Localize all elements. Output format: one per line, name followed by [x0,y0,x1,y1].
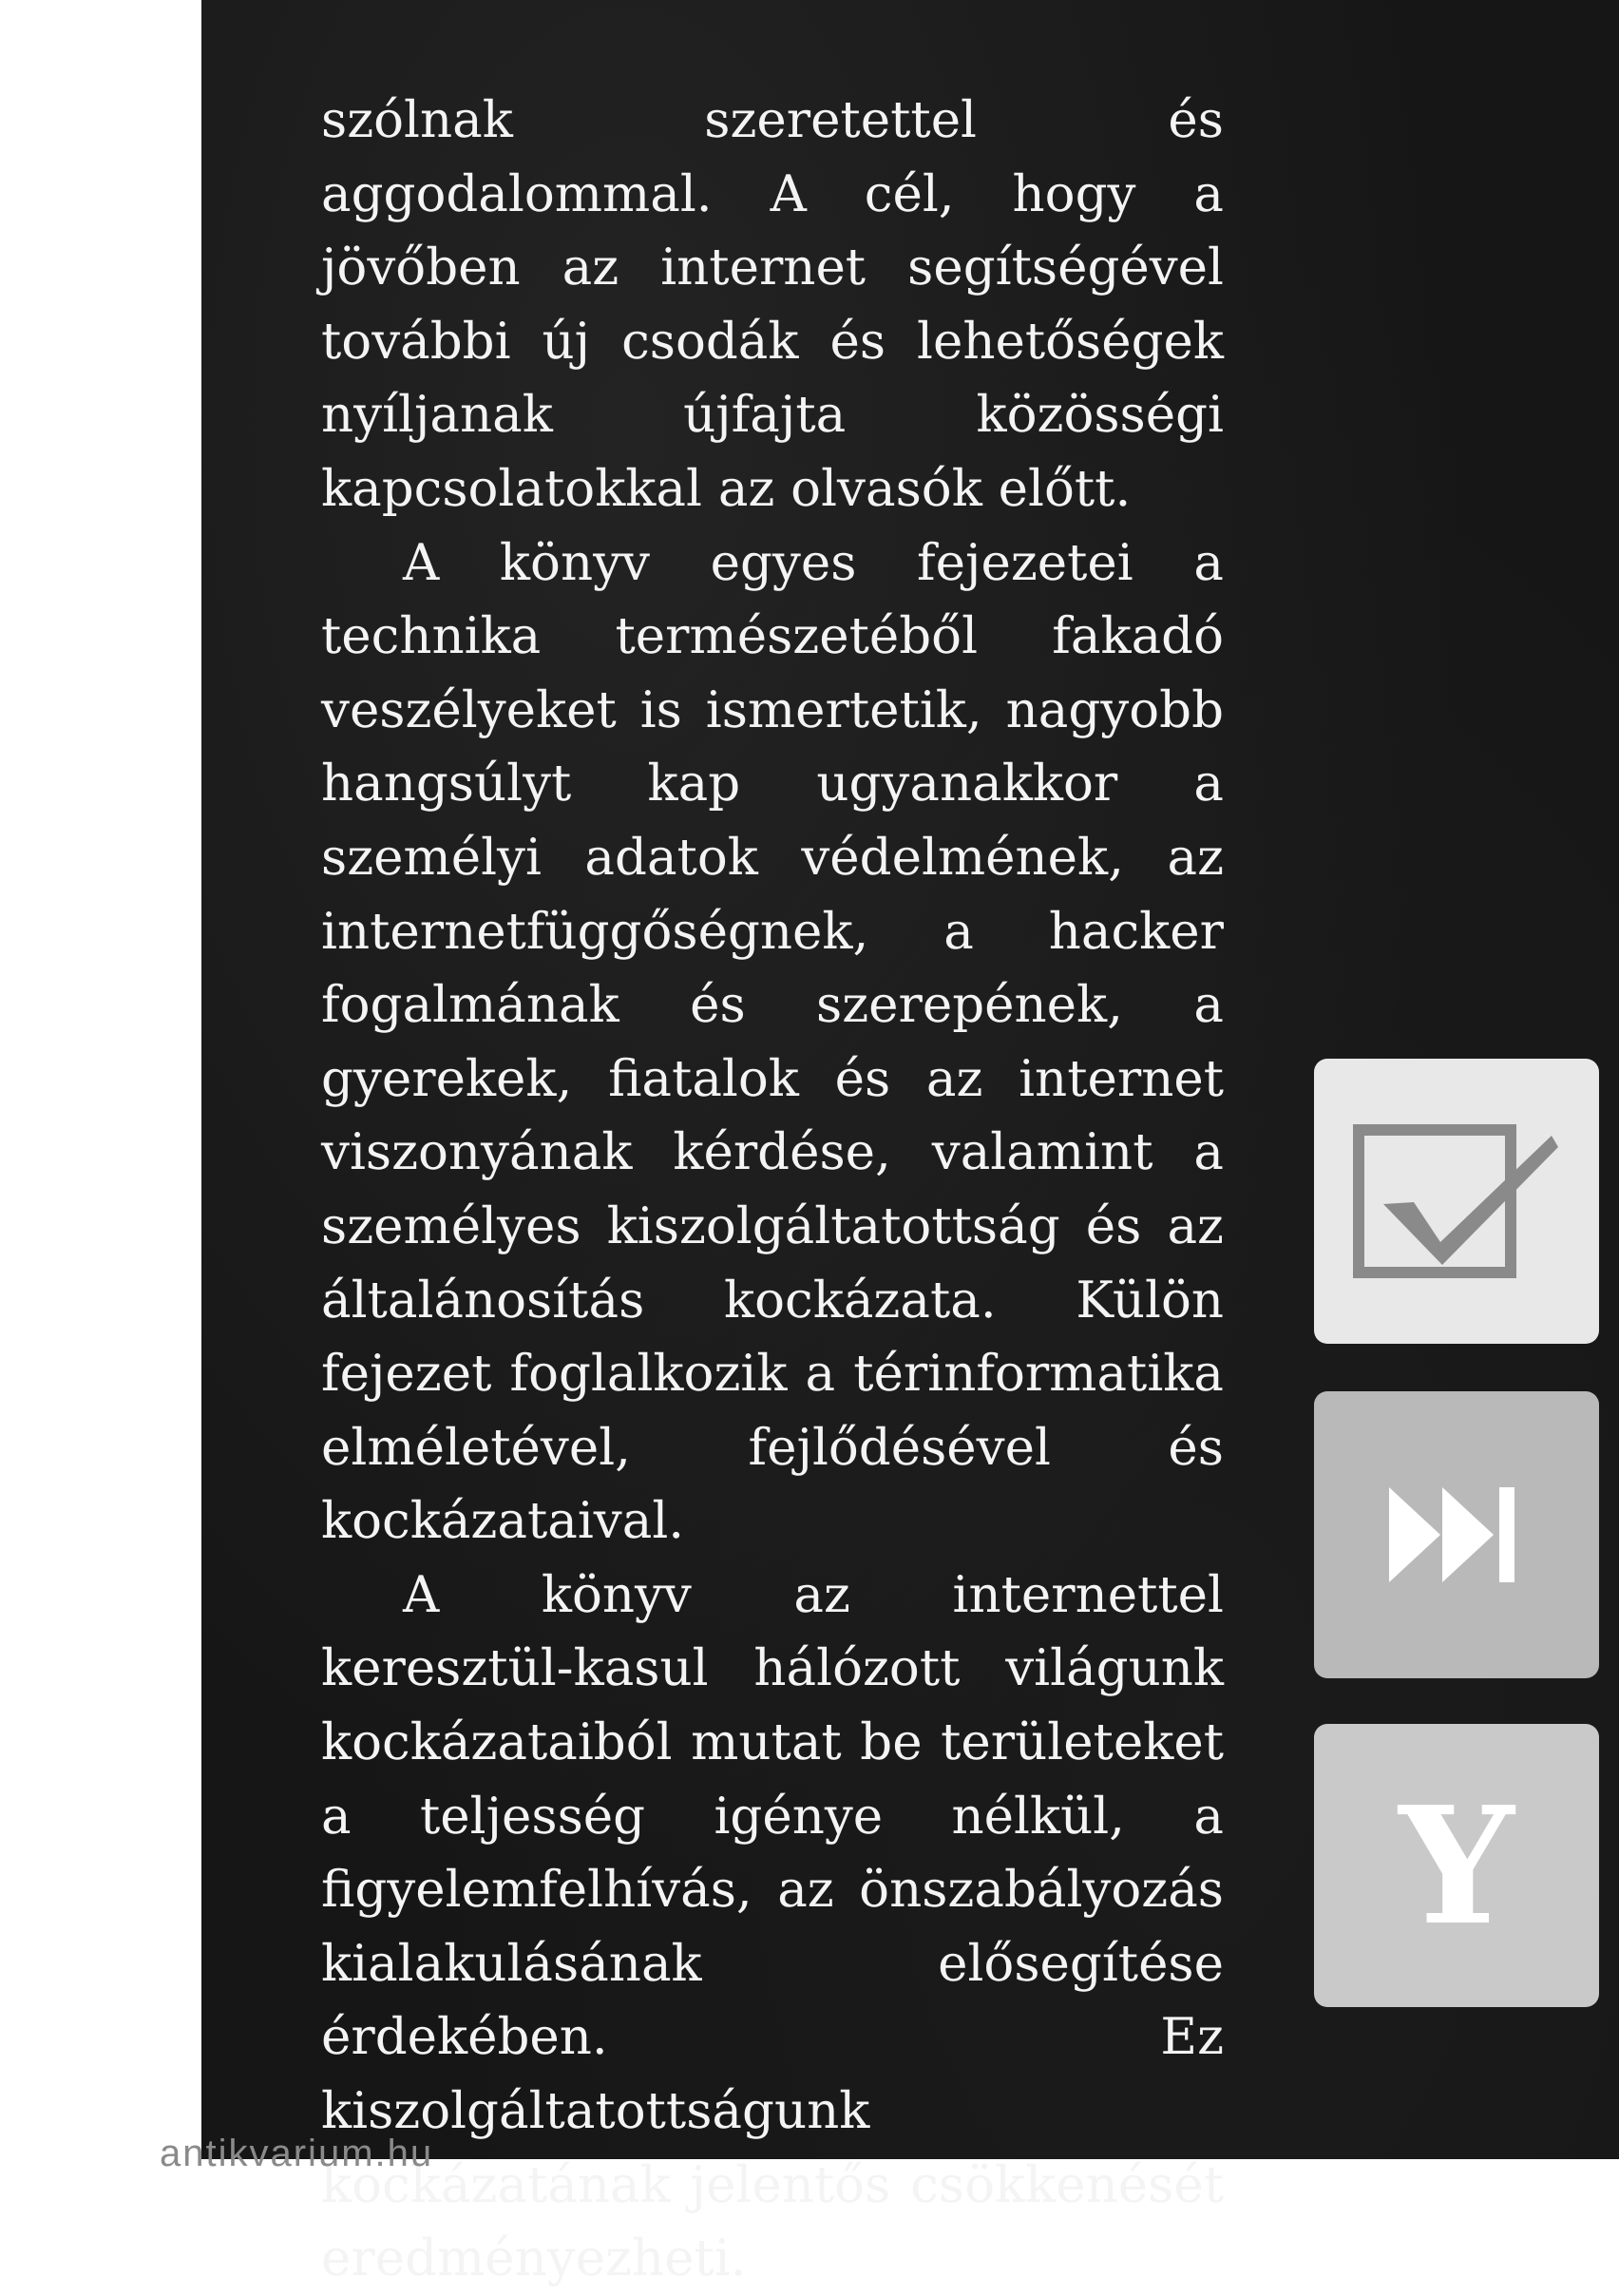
watermark: antikvarium.hu [160,2133,434,2174]
paragraph-3: A könyv az internettel keresztül-kasul hálózott világunk kockázataiból mutat be területeket a teljesség igénye nélkül, a figyelemfelhívás, az önszabályozás kialakulásának elősegítése érdekében. Ez kiszolgáltatottságunk kockázatának jelentős csökkenését eredményezheti. [321,1565,1224,2288]
yahoo-y-icon [1347,1771,1566,1961]
yahoo-y-tile [1314,1724,1599,2007]
paragraph-1: szólnak szeretettel és aggodalommal. A cél, hogy a jövőben az internet segítségével további új csodák és lehetőségek nyíljanak újfajta közösségi kapcsolatokkal az olvasók előtt. [321,91,1224,518]
fast-forward-end-icon [1385,1487,1528,1582]
fast-forward-tile [1314,1391,1599,1678]
checkbox-check-icon [1347,1120,1566,1282]
y-letter: Y [1399,1771,1514,1961]
blurb-text [321,84,1224,2296]
paragraph-2: A könyv egyes fejezetei a technika természetéből fakadó veszélyeket is ismertetik, nagyobb hangsúlyt kap ugyanakkor a személyi adatok védelmének, az internetfüggőségnek, a hacker fogalmának és szerepének, a gyerekek, fiatalok és az internet viszonyának kérdése, valamint a személyes kiszolgáltatottság és az általánosítás kockázata. Külön fejezet foglalkozik a térinformatika elméletével, fejlődésével és kockázataival. [321,533,1224,1551]
checkbox-tile [1314,1059,1599,1344]
